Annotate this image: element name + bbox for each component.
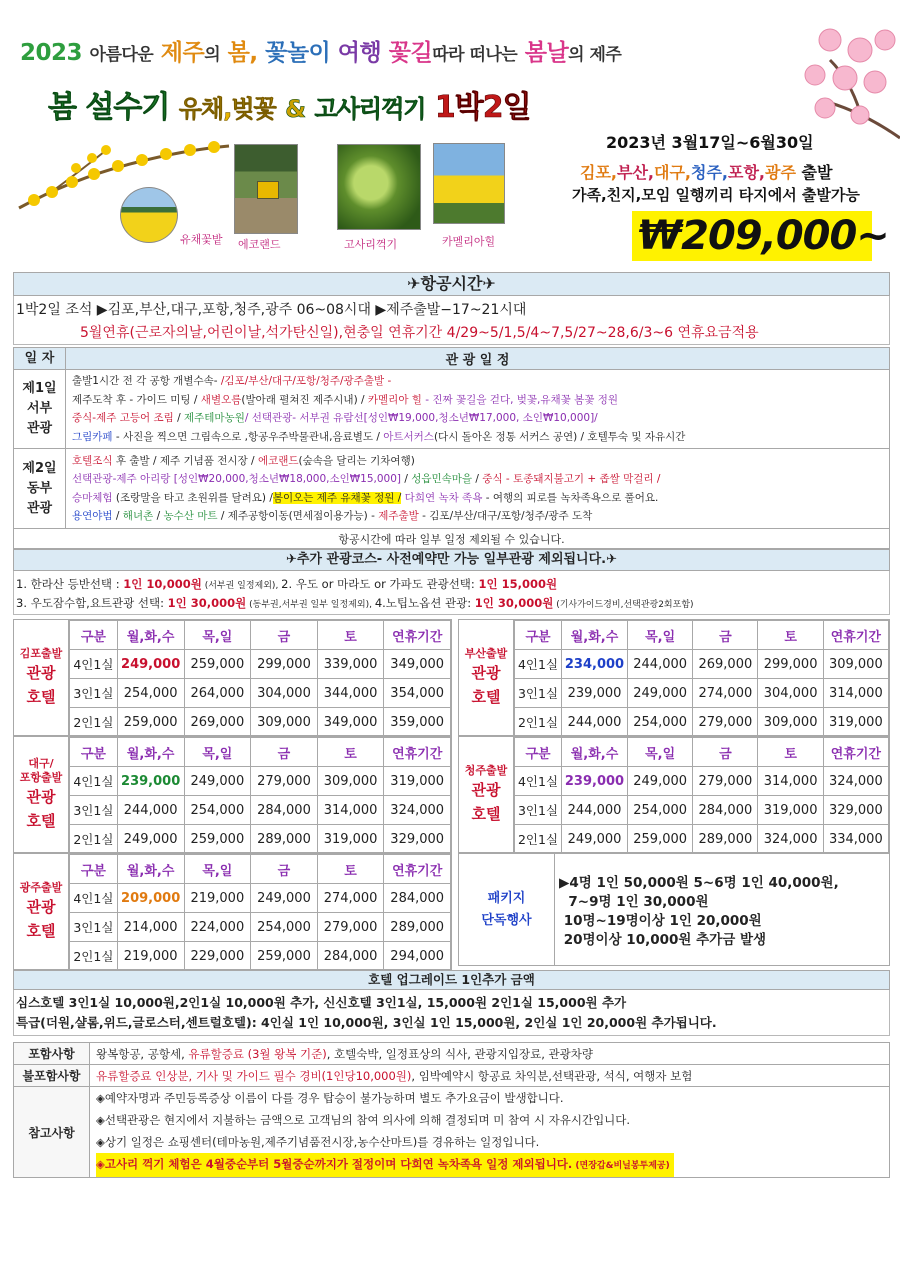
table-row [70, 913, 451, 942]
price-cell: 339,000 [317, 650, 384, 679]
price-cell: 304,000 [758, 679, 823, 708]
price-cell: 244,000 [562, 796, 628, 825]
price-header-cell: 월,화,수 [117, 738, 184, 767]
price-header-cell: 토 [317, 738, 384, 767]
price-header-cell: 토 [758, 621, 823, 650]
price-cell: 284,000 [693, 796, 758, 825]
table-row [70, 942, 451, 971]
table-row [70, 650, 451, 679]
table-row [515, 679, 889, 708]
price-cell: 239,000 [562, 767, 628, 796]
price-cell: 249,000 [628, 679, 693, 708]
price-header-cell: 연휴기간 [823, 621, 888, 650]
holiday-surcharge-note: 5월연휴(근로자의날,어린이날,석가탄신일),현충일 연휴기간 4/29~5/1,5/4~7,5/27~28,6/3~6 연휴요금적용 [80, 325, 759, 341]
price-cell: 269,000 [693, 650, 758, 679]
table-row [515, 767, 889, 796]
price-header-cell: 금 [251, 738, 318, 767]
price-cell: 349,000 [317, 708, 384, 737]
flight-times: 1박2일 조석 ▶김포,부산,대구,포항,청주,광주 06~08시대 ▶제주출발−17~21시대 [16, 302, 527, 318]
day2-schedule: 호텔조식 후 출발 / 제주 기념품 전시장 / 에코랜드(숲속을 달리는 기차여행) 선택관광-제주 아리랑 [성인₩20,000,청소년₩18,000,소인₩15,000] / 성읍민속마을 / 중식 - 토종돼지불고기 + 좁쌀 막걸리 / 승마체험 (조랑말을 타고 초원위를 달려요) /봄이오는 제주 유채꽃 정원 / 다희연 녹차 족욕 - 여행의 피로를 녹차족욕으로 풀어요. 용연야범 / 해녀촌 / 농수산 마트 / 제주공항이동(면세점이용가능) - 제주출발 - 김포/부산/대구/포항/청주/광주 도착 [66, 449, 890, 529]
table-row [515, 825, 889, 854]
price-cell: 314,000 [317, 796, 384, 825]
table-row [70, 884, 451, 913]
price-cell: 269,000 [184, 708, 251, 737]
room-type-cell: 4인1실 [70, 650, 118, 679]
price-cell: 254,000 [628, 796, 693, 825]
price-header-cell: 구분 [70, 855, 118, 884]
price-cell: 244,000 [562, 708, 628, 737]
price-cell: 249,000 [562, 825, 628, 854]
price-cell: 259,000 [117, 708, 184, 737]
photo-caption: 에코랜드 [238, 238, 281, 251]
price-cell: 324,000 [823, 767, 888, 796]
day2-label: 제2일 동부 관광 [14, 449, 66, 529]
price-cell: 229,000 [184, 942, 251, 971]
price-header-cell: 토 [317, 855, 384, 884]
upgrade-text: 심스호텔 3인1실 10,000원,2인1실 10,000원 추가, 신신호텔 3인1실, 15,000원 2인1실 15,000원 추가 특급(더원,샬롬,위드,글로스터,센트럴호텔): 4인실 1인 10,000원, 3인실 1인 15,000원, 2인실 1인 20,000원 추가됩니다. [16, 995, 717, 1030]
price-cell: 284,000 [251, 796, 318, 825]
price-header-cell: 연휴기간 [823, 738, 888, 767]
price-cell: 319,000 [823, 708, 888, 737]
included-label: 포함사항 [14, 1043, 90, 1065]
table-row [70, 679, 451, 708]
price-cell: 239,000 [117, 767, 184, 796]
price-cell: 249,000 [251, 884, 318, 913]
headline-line1: 2023 아름다운 제주의 봄, 꽃놀이 여행 꽃길따라 떠나는 봄날의 제주 [20, 40, 622, 66]
photo-caption: 유채꽃밭 [180, 233, 223, 246]
excluded-text: 유류할증료 인상분, 기사 및 가이드 필수 경비(1인당10,000원), 임박예약시 항공료 차익분,선택관광, 석식, 여행자 보험 [90, 1065, 890, 1087]
col-plan: 관 광 일 정 [66, 348, 890, 370]
price-cell: 314,000 [758, 767, 823, 796]
price-cell: 309,000 [317, 767, 384, 796]
price-cell: 289,000 [384, 913, 451, 942]
price-cell: 249,000 [117, 650, 184, 679]
price-header-cell: 연휴기간 [384, 738, 451, 767]
price-header-cell: 목,일 [184, 621, 251, 650]
price-header-cell: 금 [693, 738, 758, 767]
price-cell: 299,000 [251, 650, 318, 679]
price-cell: 264,000 [184, 679, 251, 708]
price-cell: 319,000 [758, 796, 823, 825]
excluded-label: 불포함사항 [14, 1065, 90, 1087]
price-header-cell: 구분 [515, 738, 562, 767]
price-cell: 249,000 [628, 767, 693, 796]
price-cell: 259,000 [184, 650, 251, 679]
price-table-gwangju [13, 853, 452, 970]
price-cell: 304,000 [251, 679, 318, 708]
price-cell: 324,000 [384, 796, 451, 825]
price-cell: 259,000 [251, 942, 318, 971]
price-header-cell: 구분 [70, 621, 118, 650]
price-header-cell: 연휴기간 [384, 621, 451, 650]
camellia-hill-photo [433, 143, 505, 224]
table-row [70, 767, 451, 796]
price-cell: 279,000 [693, 767, 758, 796]
price-cell: 299,000 [758, 650, 823, 679]
table-row [515, 650, 889, 679]
package-prices: ▶4명 1인 50,000원 5~6명 1인 40,000원, 7~9명 1인 30,000원 10명~19명이상 1인 20,000원 20명이상 10,000원 추가금 발생 [559, 875, 839, 948]
ecoland-photo [234, 144, 298, 234]
room-type-cell: 2인1실 [70, 708, 118, 737]
flight-title: ✈항공시간✈ [13, 272, 890, 296]
price-header-cell: 구분 [70, 738, 118, 767]
price-cell: 249,000 [184, 767, 251, 796]
price-cell: 319,000 [384, 767, 451, 796]
price-cell: 349,000 [384, 650, 451, 679]
price-cell: 254,000 [251, 913, 318, 942]
departure-note: 가족,친지,모임 일행끼리 타지에서 출발가능 [572, 186, 860, 204]
price-cell: 314,000 [823, 679, 888, 708]
price-cell: 354,000 [384, 679, 451, 708]
price-header-cell: 월,화,수 [562, 621, 628, 650]
package-label: 패키지 단독행사 [459, 854, 555, 965]
room-type-cell: 2인1실 [70, 825, 118, 854]
reference-label: 참고사항 [14, 1087, 90, 1178]
price-badge [632, 211, 889, 261]
table-row [70, 796, 451, 825]
table-row [70, 708, 451, 737]
price-cell: 344,000 [317, 679, 384, 708]
photo-caption: 고사리꺽기 [344, 238, 398, 251]
room-type-cell: 3인1실 [515, 679, 562, 708]
price-header-cell: 금 [251, 621, 318, 650]
price-cell: 244,000 [117, 796, 184, 825]
price-cell: 279,000 [251, 767, 318, 796]
room-type-cell: 2인1실 [515, 825, 562, 854]
price-cell: 359,000 [384, 708, 451, 737]
price-cell: 274,000 [317, 884, 384, 913]
room-type-cell: 2인1실 [70, 942, 118, 971]
price-cell: 309,000 [251, 708, 318, 737]
price-cell: 274,000 [693, 679, 758, 708]
price-table-busan [458, 619, 890, 736]
price-cell: 284,000 [384, 884, 451, 913]
price-header-cell: 목,일 [184, 855, 251, 884]
price-cell: 254,000 [628, 708, 693, 737]
departure-cities: 김포,부산,대구,청주,포항,광주 출발 [580, 163, 833, 182]
price-cell: 334,000 [823, 825, 888, 854]
extra-title: ✈추가 관광코스- 사전예약만 가능 일부관광 제외됩니다.✈ [13, 549, 890, 571]
price-cell: 219,000 [117, 942, 184, 971]
included-text: 왕복항공, 공항세, 유류할증료 (3월 왕복 기준), 호텔숙박, 일정표상의 식사, 관광지입장료, 관광차량 [90, 1043, 890, 1065]
extra-options: 1. 한라산 등반선택 : 1인 10,000원 (서부권 일정제외), 2. 우도 or 마라도 or 가파도 관광선택: 1인 15,000원 3. 우도잠수함,요트관광 선택: 1인 30,000원 (동부권,서부권 일부 일정제외), 4.노팁노옵션 관광: 1인 30,000원 (기사가이드경비,선택관광2회포함) [16, 577, 694, 610]
price-cell: 209,000 [117, 884, 184, 913]
price-table-label: 청주출발 관광 호텔 [459, 737, 514, 852]
price-cell: 224,000 [184, 913, 251, 942]
header [0, 0, 905, 268]
room-type-cell: 4인1실 [515, 650, 562, 679]
price-cell: 329,000 [823, 796, 888, 825]
room-type-cell: 3인1실 [70, 913, 118, 942]
price-cell: 329,000 [384, 825, 451, 854]
price-text: ₩209,000~ [638, 213, 889, 259]
room-type-cell: 4인1실 [70, 884, 118, 913]
price-cell: 254,000 [117, 679, 184, 708]
package-box [458, 853, 890, 966]
cherry-blossom-icon [790, 20, 900, 140]
day1-label: 제1일 서부 관광 [14, 370, 66, 449]
room-type-cell: 4인1실 [70, 767, 118, 796]
price-header-cell: 목,일 [628, 621, 693, 650]
price-cell: 289,000 [693, 825, 758, 854]
price-cell: 214,000 [117, 913, 184, 942]
price-header-cell: 토 [758, 738, 823, 767]
price-table-label: 대구/ 포항출발 관광 호텔 [14, 737, 69, 852]
price-cell: 294,000 [384, 942, 451, 971]
price-cell: 309,000 [758, 708, 823, 737]
fern-picking-photo [337, 144, 421, 230]
price-cell: 219,000 [184, 884, 251, 913]
price-header-cell: 목,일 [628, 738, 693, 767]
price-table-gimpo [13, 619, 452, 736]
canola-field-photo [120, 187, 178, 243]
table-row [515, 708, 889, 737]
room-type-cell: 3인1실 [70, 679, 118, 708]
table-row [70, 825, 451, 854]
price-cell: 279,000 [693, 708, 758, 737]
price-header-cell: 구분 [515, 621, 562, 650]
room-type-cell: 2인1실 [515, 708, 562, 737]
price-table-cheongju [458, 736, 890, 853]
day1-schedule: 출발1시간 전 각 공항 개별수속- /김포/부산/대구/포항/청주/광주출발 - 제주도착 후 - 가이드 미팅 / 새별오름(발아래 펼쳐진 제주시내) / 카멜리아 힐 - 진짜 꽃길을 걷다, 벚꽃,유채꽃 봄꽃 정원 중식-제주 고등어 조림 / 제주테마농원/ 선택관광- 서부권 유람선[성인₩19,000,청소년₩17,000, 소인₩10,000]/ 그림카페 - 사진을 찍으면 그림속으로 ,항공우주박물관내,음료별도 / 아트서커스(다시 돌아온 정통 서커스 공연) / 호텔투숙 및 자유시간 [66, 370, 890, 449]
room-type-cell: 3인1실 [515, 796, 562, 825]
price-header-cell: 연휴기간 [384, 855, 451, 884]
price-header-cell: 토 [317, 621, 384, 650]
price-table-label: 광주출발 관광 호텔 [14, 854, 69, 969]
upgrade-title: 호텔 업그레이드 1인추가 금액 [13, 970, 890, 990]
price-cell: 234,000 [562, 650, 628, 679]
price-header-cell: 월,화,수 [117, 621, 184, 650]
price-table-daegu [13, 736, 452, 853]
price-cell: 284,000 [317, 942, 384, 971]
photo-caption: 카멜리아힐 [442, 235, 496, 248]
price-cell: 244,000 [628, 650, 693, 679]
price-header-cell: 금 [251, 855, 318, 884]
price-cell: 259,000 [628, 825, 693, 854]
price-header-cell: 목,일 [184, 738, 251, 767]
price-cell: 254,000 [184, 796, 251, 825]
price-header-cell: 월,화,수 [562, 738, 628, 767]
price-cell: 289,000 [251, 825, 318, 854]
price-cell: 279,000 [317, 913, 384, 942]
tour-period: 2023년 3월17일~6월30일 [606, 133, 814, 152]
price-cell: 249,000 [117, 825, 184, 854]
room-type-cell: 4인1실 [515, 767, 562, 796]
itinerary-note: 항공시간에 따라 일부 일정 제외될 수 있습니다. [14, 529, 890, 549]
price-cell: 324,000 [758, 825, 823, 854]
price-cell: 309,000 [823, 650, 888, 679]
price-cell: 319,000 [317, 825, 384, 854]
itinerary-table [13, 347, 890, 549]
reference-text: ◈예약자명과 주민등록증상 이름이 다를 경우 탑승이 불가능하며 별도 추가요금이 발생합니다. ◈선택관광은 현지에서 지불하는 금액으로 고객님의 참여 의사에 의해 결정되며 미 참여 시 자유시간입니다. ◈상기 일정은 쇼핑센터(테마농원,제주기념품전시장,농수산마트)를 경유하는 일정입니다. ◈고사리 꺽기 체험은 4월중순부터 5월중순까지가 절정이며 다희연 녹차족욕 일정 제외됩니다. (면장갑&비닐봉투제공) [90, 1087, 890, 1178]
price-header-cell: 금 [693, 621, 758, 650]
table-row [515, 796, 889, 825]
price-table-label: 부산출발 관광 호텔 [459, 620, 514, 735]
price-header-cell: 월,화,수 [117, 855, 184, 884]
notes-table [13, 1042, 890, 1178]
price-table-label: 김포출발 관광 호텔 [14, 620, 69, 735]
price-cell: 239,000 [562, 679, 628, 708]
room-type-cell: 3인1실 [70, 796, 118, 825]
price-cell: 259,000 [184, 825, 251, 854]
col-day: 일 자 [14, 348, 66, 370]
headline-line2: 봄 설수기 유채,벚꽃 & 고사리꺽기 1박2일 [48, 90, 531, 125]
